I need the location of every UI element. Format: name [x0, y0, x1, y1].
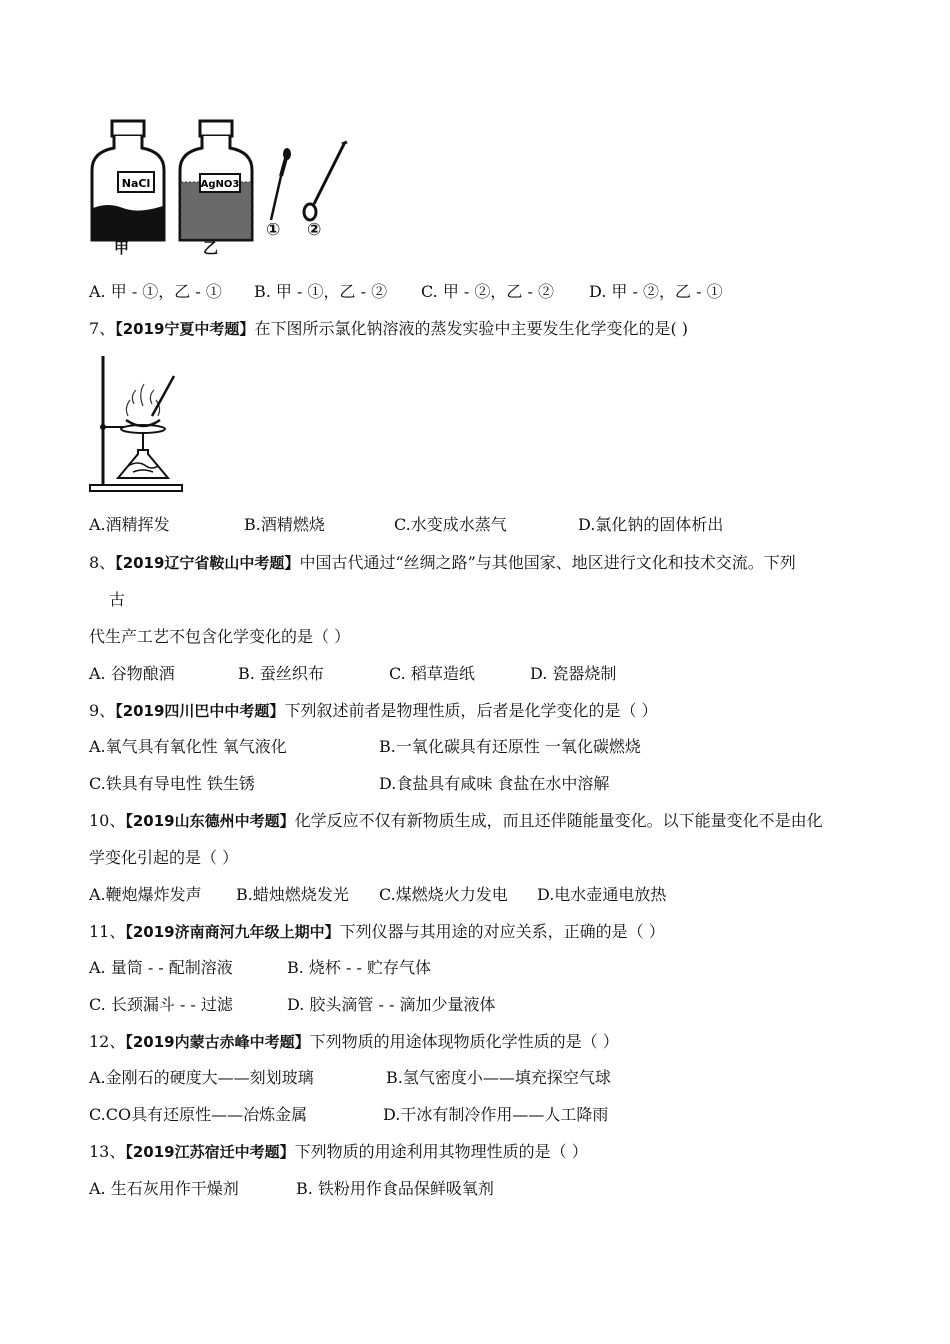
- q13-option-b: B. 铁粉用作食品保鲜吸氧剂: [296, 1179, 494, 1198]
- bottle-jia-caption: 甲: [114, 239, 130, 257]
- q10-option-a: A.鞭炮爆炸发声: [89, 885, 202, 904]
- q12-stem: [89, 1032, 619, 1052]
- tool-1-caption: ①: [266, 220, 281, 240]
- q8-option-a: A. 谷物酿酒: [89, 664, 175, 683]
- q10-number: 10、: [89, 811, 126, 830]
- q12-option-c: C.CO具有还原性——冶炼金属: [89, 1105, 308, 1124]
- q10-stem: [89, 811, 823, 831]
- q10-option-c: C.煤燃烧火力发电: [379, 885, 508, 904]
- q7-option-d: D.氯化钠的固体析出: [578, 515, 724, 534]
- bottle-yi-label: AgNO3: [200, 179, 240, 190]
- q9-source-tag: 【2019四川巴中中考题】: [115, 702, 285, 720]
- q11-option-a: A. 量筒 - - 配制溶液: [89, 958, 233, 977]
- q9-option-a: A.氧气具有氧化性 氧气液化: [89, 737, 287, 756]
- q9-text: 下列叙述前者是物理性质，后者是化学变化的是（ ）: [284, 701, 658, 720]
- q7-option-a: A.酒精挥发: [89, 515, 170, 534]
- tool-2-caption: ②: [307, 220, 322, 240]
- q8-text-line3: 代生产工艺不包含化学变化的是（ ）: [89, 627, 351, 646]
- q7-option-b: B.酒精燃烧: [244, 515, 325, 534]
- q8-stem: [89, 553, 796, 573]
- q8-option-c: C. 稻草造纸: [389, 664, 475, 683]
- q10-option-d: D.电水壶通电放热: [537, 885, 667, 904]
- q11-option-d: D. 胶头滴管 - - 滴加少量液体: [287, 995, 496, 1014]
- q7-option-c: C.水变成水蒸气: [394, 515, 507, 534]
- q11-option-c: C. 长颈漏斗 - - 过滤: [89, 995, 233, 1014]
- dropper-icon: [265, 148, 295, 228]
- q10-text-line1: 化学反应不仅有新物质生成，而且还伴随能量变化。以下能量变化不是由化: [294, 811, 823, 830]
- q8-option-d: D. 瓷器烧制: [530, 664, 617, 683]
- q12-option-b: B.氢气密度小——填充探空气球: [386, 1068, 611, 1087]
- q9-number: 9、: [89, 701, 116, 720]
- q13-option-a: A. 生石灰用作干燥剂: [89, 1179, 239, 1198]
- q10-option-b: B.蜡烛燃烧发光: [236, 885, 349, 904]
- q11-source-tag: 【2019济南商河九年级上期中】: [125, 923, 340, 941]
- q9-option-c: C.铁具有导电性 铁生锈: [89, 774, 255, 793]
- q7-stem: [89, 319, 688, 339]
- q12-option-d: D.干冰有制冷作用——人工降雨: [383, 1105, 609, 1124]
- q12-number: 12、: [89, 1032, 126, 1051]
- q6-option-d: D. 甲 - ②，乙 - ①: [589, 282, 723, 301]
- bottle-jia-label: NaCl: [121, 177, 151, 190]
- q6-option-a: A. 甲 - ①，乙 - ①: [89, 282, 222, 301]
- q12-option-a: A.金刚石的硬度大——刻划玻璃: [89, 1068, 314, 1087]
- q6-option-c: C. 甲 - ②，乙 - ②: [421, 282, 555, 301]
- q12-source-tag: 【2019内蒙古赤峰中考题】: [125, 1033, 310, 1051]
- q6-option-b: B. 甲 - ①，乙 - ②: [254, 282, 388, 301]
- q13-text: 下列物质的用途利用其物理性质的是（ ）: [294, 1142, 588, 1161]
- q9-option-d: D.食盐具有咸味 食盐在水中溶解: [379, 774, 610, 793]
- q12-text: 下列物质的用途体现物质化学性质的是（ ）: [309, 1032, 619, 1051]
- spoon-icon: [302, 138, 352, 223]
- q8-text-line2: 古: [109, 590, 126, 609]
- q8-text-line1: 中国古代通过“丝绸之路”与其他国家、地区进行文化和技术交流。下列: [299, 553, 796, 572]
- q11-text: 下列仪器与其用途的对应关系，正确的是（ ）: [339, 922, 665, 941]
- bottle-yi-caption: 乙: [203, 239, 219, 257]
- q9-stem: [89, 701, 658, 721]
- q9-option-b: B.一氧化碳具有还原性 一氧化碳燃烧: [379, 737, 641, 756]
- q10-text-line2: 学变化引起的是（ ）: [89, 848, 239, 867]
- evaporation-apparatus-icon: [88, 354, 188, 494]
- q8-number: 8、: [89, 553, 116, 572]
- q11-stem: [89, 922, 665, 942]
- q13-number: 13、: [89, 1142, 126, 1161]
- q13-stem: [89, 1142, 588, 1162]
- q11-option-b: B. 烧杯 - - 贮存气体: [287, 958, 432, 977]
- q7-source-tag: 【2019宁夏中考题】: [115, 320, 255, 338]
- q7-text: 在下图所示氯化钠溶液的蒸发实验中主要发生化学变化的是( ): [254, 319, 689, 338]
- q10-source-tag: 【2019山东德州中考题】: [125, 812, 295, 830]
- q8-option-b: B. 蚕丝织布: [238, 664, 324, 683]
- q11-number: 11、: [89, 922, 126, 941]
- q13-source-tag: 【2019江苏宿迁中考题】: [125, 1143, 295, 1161]
- q7-number: 7、: [89, 319, 116, 338]
- q8-source-tag: 【2019辽宁省鞍山中考题】: [115, 554, 300, 572]
